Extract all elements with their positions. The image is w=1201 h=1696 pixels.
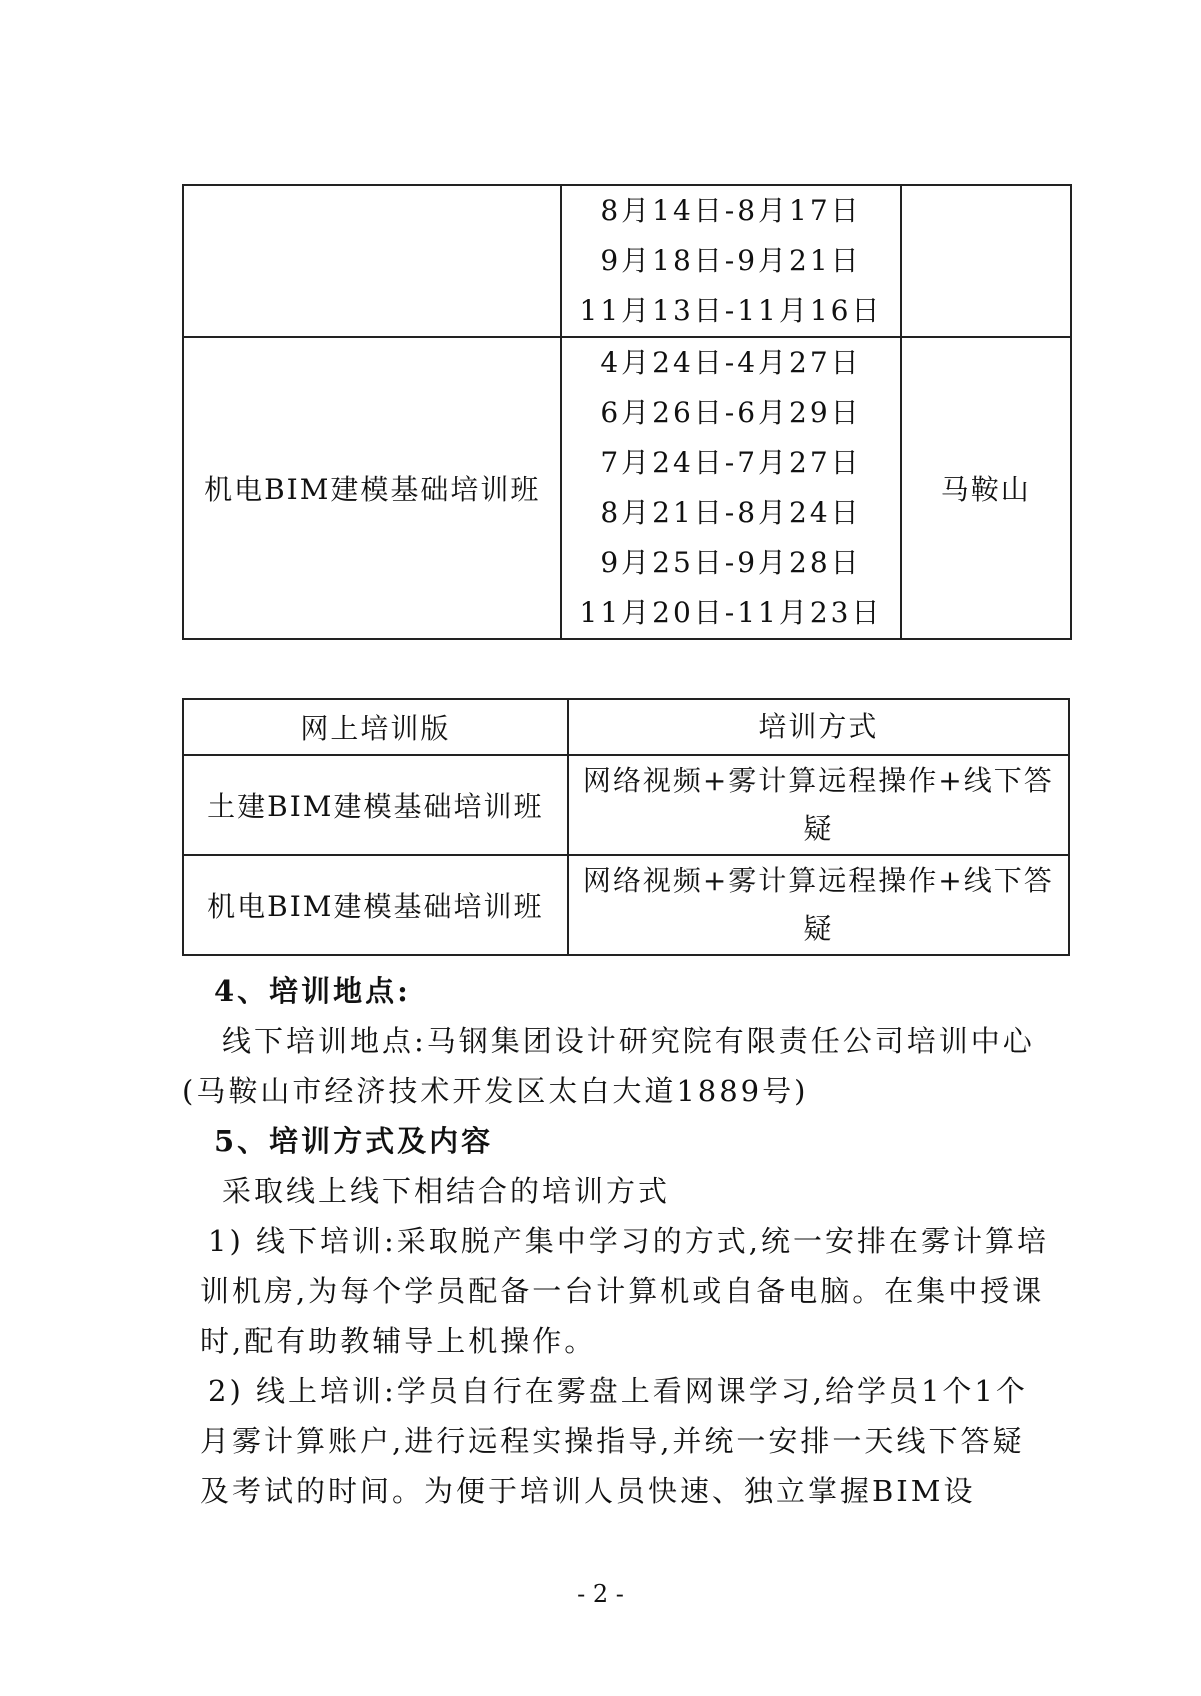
date-range: 8月14日-8月17日 [600, 194, 862, 227]
dates-cell [561, 337, 900, 639]
table-row [183, 855, 1069, 955]
section-5-intro: 采取线上线下相结合的培训方式 [222, 1174, 671, 1208]
date-range: 11月20日-11月23日 [579, 596, 883, 629]
table-row [183, 337, 1071, 639]
training-address-line: (马鞍山市经济技术开发区太白大道1889号) [182, 1074, 809, 1108]
section-5-heading: 5、培训方式及内容 [214, 1124, 494, 1158]
method-cell: 网络视频+雾计算远程操作+线下答疑 [568, 755, 1069, 855]
date-range: 9月18日-9月21日 [600, 244, 862, 277]
column-header: 培训方式 [568, 699, 1069, 755]
location-cell: 马鞍山 [901, 337, 1071, 639]
course-name-cell [183, 185, 561, 337]
date-range: 4月24日-4月27日 [600, 346, 862, 379]
date-range: 8月21日-8月24日 [600, 496, 862, 529]
dates-cell [561, 185, 900, 337]
date-range: 6月26日-6月29日 [600, 396, 862, 429]
table-header-row [183, 699, 1069, 755]
offline-training-paragraph: 1) 线下培训:采取脱产集中学习的方式,统一安排在雾计算培训机房,为每个学员配备一台计算机或自备电脑。在集中授课时,配有助教辅导上机操作。 [200, 1224, 1049, 1358]
location-cell [901, 185, 1071, 337]
course-name-cell: 机电BIM建模基础培训班 [183, 855, 568, 955]
column-header: 网上培训版 [183, 699, 568, 755]
date-range: 7月24日-7月27日 [600, 446, 862, 479]
table-row [183, 755, 1069, 855]
course-name-cell: 机电BIM建模基础培训班 [183, 337, 561, 639]
online-training-paragraph: 2) 线上培训:学员自行在雾盘上看网课学习,给学员1个1个月雾计算账户,进行远程实操指导,并统一安排一天线下答疑及考试的时间。为便于培训人员快速、独立掌握BIM设 [200, 1374, 1028, 1508]
page-number: - 2 - [577, 1580, 624, 1608]
method-cell: 网络视频+雾计算远程操作+线下答疑 [568, 855, 1069, 955]
online-training-table [182, 698, 1070, 956]
section-4-heading: 4、培训地点: [214, 974, 411, 1008]
table-row [183, 185, 1071, 337]
date-range: 11月13日-11月16日 [579, 294, 883, 327]
course-name-cell: 土建BIM建模基础培训班 [183, 755, 568, 855]
training-location-line: 线下培训地点:马钢集团设计研究院有限责任公司培训中心 [222, 1024, 1035, 1058]
schedule-table [182, 184, 1072, 640]
date-range: 9月25日-9月28日 [600, 546, 862, 579]
